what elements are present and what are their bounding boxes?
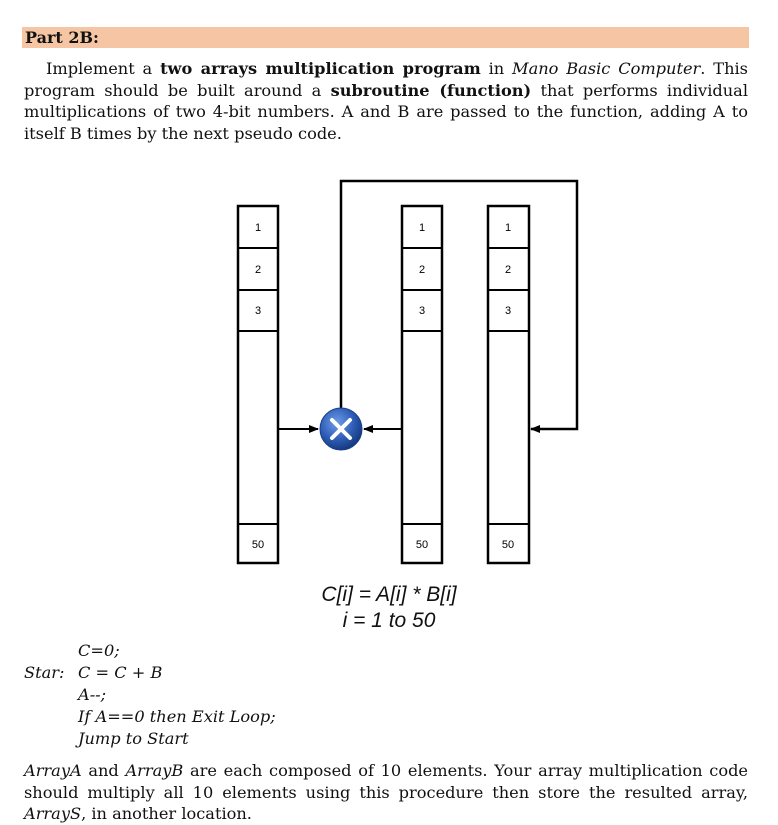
pseudocode-line-3: A--;: [78, 685, 107, 704]
part-heading: Part 2B:: [22, 27, 749, 48]
intro-paragraph: Implement a two arrays multiplication program in Mano Basic Computer. This program should be built around a subroutine (function) that performs individual multiplications of two 4-bit numbers. A and B are passed to the function, adding A to itself B times by the next pseudo code.: [24, 59, 748, 143]
array-a-label-1: 1: [254, 222, 262, 234]
array-c: [488, 206, 529, 563]
pseudocode-start-label: Star:: [24, 663, 65, 682]
multiply-operator-icon: [320, 408, 362, 450]
array-a-label-2: 2: [254, 264, 262, 276]
pseudocode-line-1: C=0;: [78, 641, 120, 660]
array-b-label-3: 3: [418, 305, 426, 317]
array-b-label-50: 50: [415, 539, 429, 551]
array-a-label-50: 50: [251, 539, 265, 551]
array-a-label-3: 3: [254, 305, 262, 317]
pseudocode-line-5: Jump to Start: [78, 729, 189, 748]
arrow-operator-to-c: [341, 181, 577, 429]
array-c-label-2: 2: [504, 264, 512, 276]
array-b-label-2: 2: [418, 264, 426, 276]
array-c-label-1: 1: [504, 222, 512, 234]
array-b-label-1: 1: [418, 222, 426, 234]
pseudocode-line-4: If A==0 then Exit Loop;: [78, 707, 276, 726]
array-b: [402, 206, 442, 563]
outro-paragraph: ArrayA and ArrayB are each composed of 10 elements. Your array multiplication code should multiply all 10 elements using this procedure then store the resulted array, ArrayS, in another location.: [24, 761, 749, 823]
pseudocode-line-2: C = C + B: [78, 663, 163, 682]
array-a: [238, 206, 278, 563]
array-c-label-50: 50: [501, 539, 515, 551]
equation-line-1: C[i] = A[i] * B[i]: [321, 583, 457, 606]
array-c-label-3: 3: [504, 305, 512, 317]
equation-line-2: i = 1 to 50: [342, 609, 436, 632]
